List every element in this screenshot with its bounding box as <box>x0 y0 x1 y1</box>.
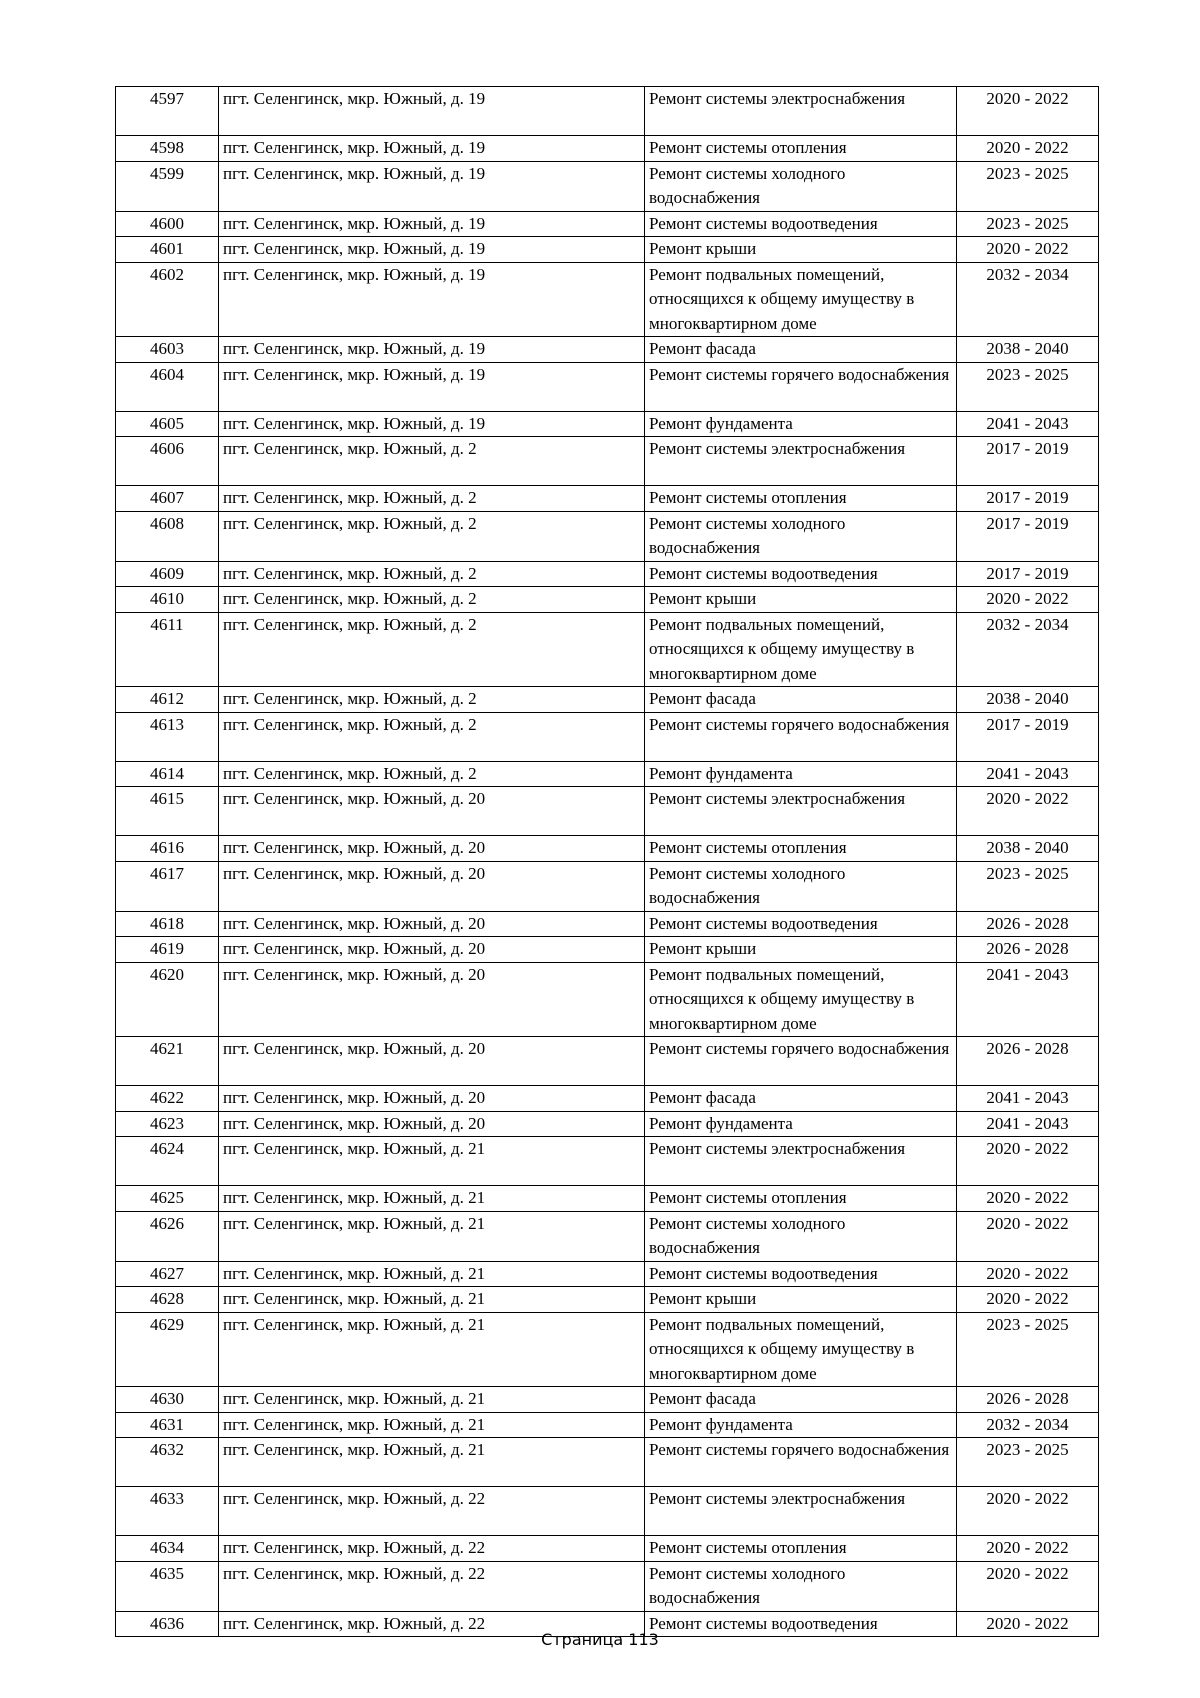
address-cell: пгт. Селенгинск, мкр. Южный, д. 22 <box>219 1611 645 1637</box>
table-row <box>116 1438 1099 1487</box>
table-row <box>116 587 1099 613</box>
table-row <box>116 1261 1099 1287</box>
work-type-cell: Ремонт системы отопления <box>645 836 957 862</box>
address-cell: пгт. Селенгинск, мкр. Южный, д. 19 <box>219 211 645 237</box>
address-cell: пгт. Селенгинск, мкр. Южный, д. 21 <box>219 1287 645 1313</box>
row-number-cell: 4615 <box>116 787 219 836</box>
address-cell: пгт. Селенгинск, мкр. Южный, д. 21 <box>219 1261 645 1287</box>
work-type-cell: Ремонт системы электроснабжения <box>645 1487 957 1536</box>
period-cell: 2026 - 2028 <box>957 1387 1099 1413</box>
address-cell: пгт. Селенгинск, мкр. Южный, д. 22 <box>219 1487 645 1536</box>
table-row <box>116 237 1099 263</box>
period-cell: 2020 - 2022 <box>957 1611 1099 1637</box>
address-cell: пгт. Селенгинск, мкр. Южный, д. 19 <box>219 337 645 363</box>
address-cell: пгт. Селенгинск, мкр. Южный, д. 19 <box>219 237 645 263</box>
period-cell: 2020 - 2022 <box>957 1561 1099 1611</box>
row-number-cell: 4599 <box>116 161 219 211</box>
table-row <box>116 411 1099 437</box>
row-number-cell: 4625 <box>116 1186 219 1212</box>
row-number-cell: 4611 <box>116 612 219 687</box>
row-number-cell: 4598 <box>116 136 219 162</box>
table-row <box>116 1037 1099 1086</box>
row-number-cell: 4608 <box>116 511 219 561</box>
row-number-cell: 4597 <box>116 87 219 136</box>
work-type-cell: Ремонт системы электроснабжения <box>645 1137 957 1186</box>
table-row <box>116 1186 1099 1212</box>
work-type-cell: Ремонт крыши <box>645 237 957 263</box>
work-type-cell: Ремонт системы водоотведения <box>645 1611 957 1637</box>
table-row <box>116 1561 1099 1611</box>
row-number-cell: 4633 <box>116 1487 219 1536</box>
row-number-cell: 4632 <box>116 1438 219 1487</box>
work-type-cell: Ремонт фундамента <box>645 761 957 787</box>
row-number-cell: 4624 <box>116 1137 219 1186</box>
row-number-cell: 4622 <box>116 1086 219 1112</box>
row-number-cell: 4614 <box>116 761 219 787</box>
row-number-cell: 4603 <box>116 337 219 363</box>
table-row <box>116 836 1099 862</box>
work-type-cell: Ремонт подвальных помещений, относящихся к общему имуществу в многоквартирном доме <box>645 962 957 1037</box>
table-row <box>116 1137 1099 1186</box>
address-cell: пгт. Селенгинск, мкр. Южный, д. 22 <box>219 1561 645 1611</box>
table-row <box>116 437 1099 486</box>
row-number-cell: 4606 <box>116 437 219 486</box>
address-cell: пгт. Селенгинск, мкр. Южный, д. 20 <box>219 1037 645 1086</box>
period-cell: 2020 - 2022 <box>957 1536 1099 1562</box>
work-type-cell: Ремонт фасада <box>645 1086 957 1112</box>
row-number-cell: 4634 <box>116 1536 219 1562</box>
period-cell: 2023 - 2025 <box>957 861 1099 911</box>
work-type-cell: Ремонт фасада <box>645 687 957 713</box>
address-cell: пгт. Селенгинск, мкр. Южный, д. 21 <box>219 1211 645 1261</box>
address-cell: пгт. Селенгинск, мкр. Южный, д. 20 <box>219 1111 645 1137</box>
address-cell: пгт. Селенгинск, мкр. Южный, д. 21 <box>219 1137 645 1186</box>
table-row <box>116 1536 1099 1562</box>
work-type-cell: Ремонт системы отопления <box>645 1186 957 1212</box>
address-cell: пгт. Селенгинск, мкр. Южный, д. 2 <box>219 612 645 687</box>
period-cell: 2026 - 2028 <box>957 1037 1099 1086</box>
table-row <box>116 511 1099 561</box>
period-cell: 2038 - 2040 <box>957 337 1099 363</box>
row-number-cell: 4623 <box>116 1111 219 1137</box>
work-type-cell: Ремонт фундамента <box>645 411 957 437</box>
period-cell: 2020 - 2022 <box>957 1261 1099 1287</box>
period-cell: 2038 - 2040 <box>957 687 1099 713</box>
address-cell: пгт. Селенгинск, мкр. Южный, д. 21 <box>219 1186 645 1212</box>
address-cell: пгт. Селенгинск, мкр. Южный, д. 20 <box>219 787 645 836</box>
row-number-cell: 4600 <box>116 211 219 237</box>
work-type-cell: Ремонт системы водоотведения <box>645 1261 957 1287</box>
table-row <box>116 87 1099 136</box>
row-number-cell: 4630 <box>116 1387 219 1413</box>
row-number-cell: 4602 <box>116 262 219 337</box>
work-type-cell: Ремонт подвальных помещений, относящихся к общему имуществу в многоквартирном доме <box>645 612 957 687</box>
period-cell: 2026 - 2028 <box>957 911 1099 937</box>
period-cell: 2020 - 2022 <box>957 136 1099 162</box>
period-cell: 2023 - 2025 <box>957 161 1099 211</box>
period-cell: 2023 - 2025 <box>957 211 1099 237</box>
address-cell: пгт. Селенгинск, мкр. Южный, д. 2 <box>219 712 645 761</box>
table-row <box>116 612 1099 687</box>
period-cell: 2023 - 2025 <box>957 1312 1099 1387</box>
work-type-cell: Ремонт системы холодного водоснабжения <box>645 861 957 911</box>
work-type-cell: Ремонт системы холодного водоснабжения <box>645 161 957 211</box>
work-type-cell: Ремонт системы водоотведения <box>645 561 957 587</box>
work-type-cell: Ремонт системы горячего водоснабжения <box>645 1438 957 1487</box>
period-cell: 2020 - 2022 <box>957 1211 1099 1261</box>
address-cell: пгт. Селенгинск, мкр. Южный, д. 20 <box>219 1086 645 1112</box>
work-type-cell: Ремонт крыши <box>645 587 957 613</box>
row-number-cell: 4612 <box>116 687 219 713</box>
table-row <box>116 1211 1099 1261</box>
row-number-cell: 4607 <box>116 486 219 512</box>
period-cell: 2017 - 2019 <box>957 437 1099 486</box>
period-cell: 2020 - 2022 <box>957 1137 1099 1186</box>
period-cell: 2041 - 2043 <box>957 1111 1099 1137</box>
row-number-cell: 4626 <box>116 1211 219 1261</box>
work-type-cell: Ремонт фундамента <box>645 1412 957 1438</box>
table-row <box>116 136 1099 162</box>
row-number-cell: 4620 <box>116 962 219 1037</box>
table-row <box>116 911 1099 937</box>
address-cell: пгт. Селенгинск, мкр. Южный, д. 2 <box>219 511 645 561</box>
work-type-cell: Ремонт фасада <box>645 1387 957 1413</box>
address-cell: пгт. Селенгинск, мкр. Южный, д. 21 <box>219 1312 645 1387</box>
work-type-cell: Ремонт системы отопления <box>645 486 957 512</box>
address-cell: пгт. Селенгинск, мкр. Южный, д. 2 <box>219 486 645 512</box>
work-type-cell: Ремонт крыши <box>645 1287 957 1313</box>
row-number-cell: 4618 <box>116 911 219 937</box>
row-number-cell: 4619 <box>116 937 219 963</box>
period-cell: 2032 - 2034 <box>957 1412 1099 1438</box>
period-cell: 2038 - 2040 <box>957 836 1099 862</box>
period-cell: 2032 - 2034 <box>957 262 1099 337</box>
table-row <box>116 1287 1099 1313</box>
period-cell: 2017 - 2019 <box>957 511 1099 561</box>
work-type-cell: Ремонт системы электроснабжения <box>645 87 957 136</box>
row-number-cell: 4609 <box>116 561 219 587</box>
table-row <box>116 1086 1099 1112</box>
work-type-cell: Ремонт подвальных помещений, относящихся к общему имуществу в многоквартирном доме <box>645 262 957 337</box>
table-row <box>116 1111 1099 1137</box>
period-cell: 2026 - 2028 <box>957 937 1099 963</box>
table-row <box>116 962 1099 1037</box>
table-row <box>116 337 1099 363</box>
table-row <box>116 1412 1099 1438</box>
work-type-cell: Ремонт системы электроснабжения <box>645 437 957 486</box>
period-cell: 2020 - 2022 <box>957 1186 1099 1212</box>
work-type-cell: Ремонт системы отопления <box>645 136 957 162</box>
table-row <box>116 486 1099 512</box>
table-row <box>116 687 1099 713</box>
table-row <box>116 861 1099 911</box>
work-type-cell: Ремонт системы водоотведения <box>645 911 957 937</box>
address-cell: пгт. Селенгинск, мкр. Южный, д. 20 <box>219 911 645 937</box>
table-row <box>116 787 1099 836</box>
row-number-cell: 4627 <box>116 1261 219 1287</box>
period-cell: 2020 - 2022 <box>957 587 1099 613</box>
row-number-cell: 4604 <box>116 362 219 411</box>
address-cell: пгт. Селенгинск, мкр. Южный, д. 22 <box>219 1536 645 1562</box>
address-cell: пгт. Селенгинск, мкр. Южный, д. 2 <box>219 761 645 787</box>
work-type-cell: Ремонт подвальных помещений, относящихся к общему имуществу в многоквартирном доме <box>645 1312 957 1387</box>
row-number-cell: 4605 <box>116 411 219 437</box>
period-cell: 2020 - 2022 <box>957 787 1099 836</box>
work-type-cell: Ремонт системы холодного водоснабжения <box>645 511 957 561</box>
row-number-cell: 4613 <box>116 712 219 761</box>
row-number-cell: 4628 <box>116 1287 219 1313</box>
period-cell: 2020 - 2022 <box>957 1487 1099 1536</box>
address-cell: пгт. Селенгинск, мкр. Южный, д. 21 <box>219 1438 645 1487</box>
address-cell: пгт. Селенгинск, мкр. Южный, д. 2 <box>219 437 645 486</box>
table-row <box>116 211 1099 237</box>
page-number: Страница 113 <box>541 1630 659 1649</box>
work-type-cell: Ремонт системы отопления <box>645 1536 957 1562</box>
row-number-cell: 4617 <box>116 861 219 911</box>
table-row <box>116 561 1099 587</box>
address-cell: пгт. Селенгинск, мкр. Южный, д. 20 <box>219 861 645 911</box>
period-cell: 2023 - 2025 <box>957 362 1099 411</box>
period-cell: 2020 - 2022 <box>957 237 1099 263</box>
address-cell: пгт. Селенгинск, мкр. Южный, д. 19 <box>219 136 645 162</box>
row-number-cell: 4635 <box>116 1561 219 1611</box>
row-number-cell: 4621 <box>116 1037 219 1086</box>
address-cell: пгт. Селенгинск, мкр. Южный, д. 21 <box>219 1412 645 1438</box>
address-cell: пгт. Селенгинск, мкр. Южный, д. 2 <box>219 687 645 713</box>
work-type-cell: Ремонт системы холодного водоснабжения <box>645 1211 957 1261</box>
address-cell: пгт. Селенгинск, мкр. Южный, д. 20 <box>219 836 645 862</box>
row-number-cell: 4601 <box>116 237 219 263</box>
work-type-cell: Ремонт системы горячего водоснабжения <box>645 712 957 761</box>
table-row <box>116 1487 1099 1536</box>
period-cell: 2017 - 2019 <box>957 561 1099 587</box>
address-cell: пгт. Селенгинск, мкр. Южный, д. 21 <box>219 1387 645 1413</box>
table-body <box>116 87 1099 1637</box>
work-type-cell: Ремонт системы водоотведения <box>645 211 957 237</box>
work-type-cell: Ремонт крыши <box>645 937 957 963</box>
period-cell: 2032 - 2034 <box>957 612 1099 687</box>
work-type-cell: Ремонт системы горячего водоснабжения <box>645 1037 957 1086</box>
table-row <box>116 712 1099 761</box>
address-cell: пгт. Селенгинск, мкр. Южный, д. 2 <box>219 587 645 613</box>
address-cell: пгт. Селенгинск, мкр. Южный, д. 19 <box>219 362 645 411</box>
row-number-cell: 4631 <box>116 1412 219 1438</box>
work-type-cell: Ремонт системы электроснабжения <box>645 787 957 836</box>
address-cell: пгт. Селенгинск, мкр. Южный, д. 20 <box>219 937 645 963</box>
capital-repair-table <box>115 86 1099 1637</box>
address-cell: пгт. Селенгинск, мкр. Южный, д. 19 <box>219 87 645 136</box>
address-cell: пгт. Селенгинск, мкр. Южный, д. 2 <box>219 561 645 587</box>
period-cell: 2017 - 2019 <box>957 486 1099 512</box>
address-cell: пгт. Селенгинск, мкр. Южный, д. 19 <box>219 411 645 437</box>
period-cell: 2023 - 2025 <box>957 1438 1099 1487</box>
table-row <box>116 937 1099 963</box>
table-row <box>116 262 1099 337</box>
work-type-cell: Ремонт фасада <box>645 337 957 363</box>
work-type-cell: Ремонт фундамента <box>645 1111 957 1137</box>
address-cell: пгт. Селенгинск, мкр. Южный, д. 19 <box>219 161 645 211</box>
row-number-cell: 4636 <box>116 1611 219 1637</box>
table-row <box>116 761 1099 787</box>
address-cell: пгт. Селенгинск, мкр. Южный, д. 19 <box>219 262 645 337</box>
table-row <box>116 161 1099 211</box>
period-cell: 2017 - 2019 <box>957 712 1099 761</box>
table-row <box>116 1387 1099 1413</box>
work-type-cell: Ремонт системы холодного водоснабжения <box>645 1561 957 1611</box>
table-row <box>116 362 1099 411</box>
period-cell: 2020 - 2022 <box>957 87 1099 136</box>
table-row <box>116 1312 1099 1387</box>
address-cell: пгт. Селенгинск, мкр. Южный, д. 20 <box>219 962 645 1037</box>
work-type-cell: Ремонт системы горячего водоснабжения <box>645 362 957 411</box>
period-cell: 2041 - 2043 <box>957 1086 1099 1112</box>
row-number-cell: 4616 <box>116 836 219 862</box>
row-number-cell: 4610 <box>116 587 219 613</box>
period-cell: 2041 - 2043 <box>957 411 1099 437</box>
period-cell: 2041 - 2043 <box>957 761 1099 787</box>
period-cell: 2041 - 2043 <box>957 962 1099 1037</box>
row-number-cell: 4629 <box>116 1312 219 1387</box>
period-cell: 2020 - 2022 <box>957 1287 1099 1313</box>
